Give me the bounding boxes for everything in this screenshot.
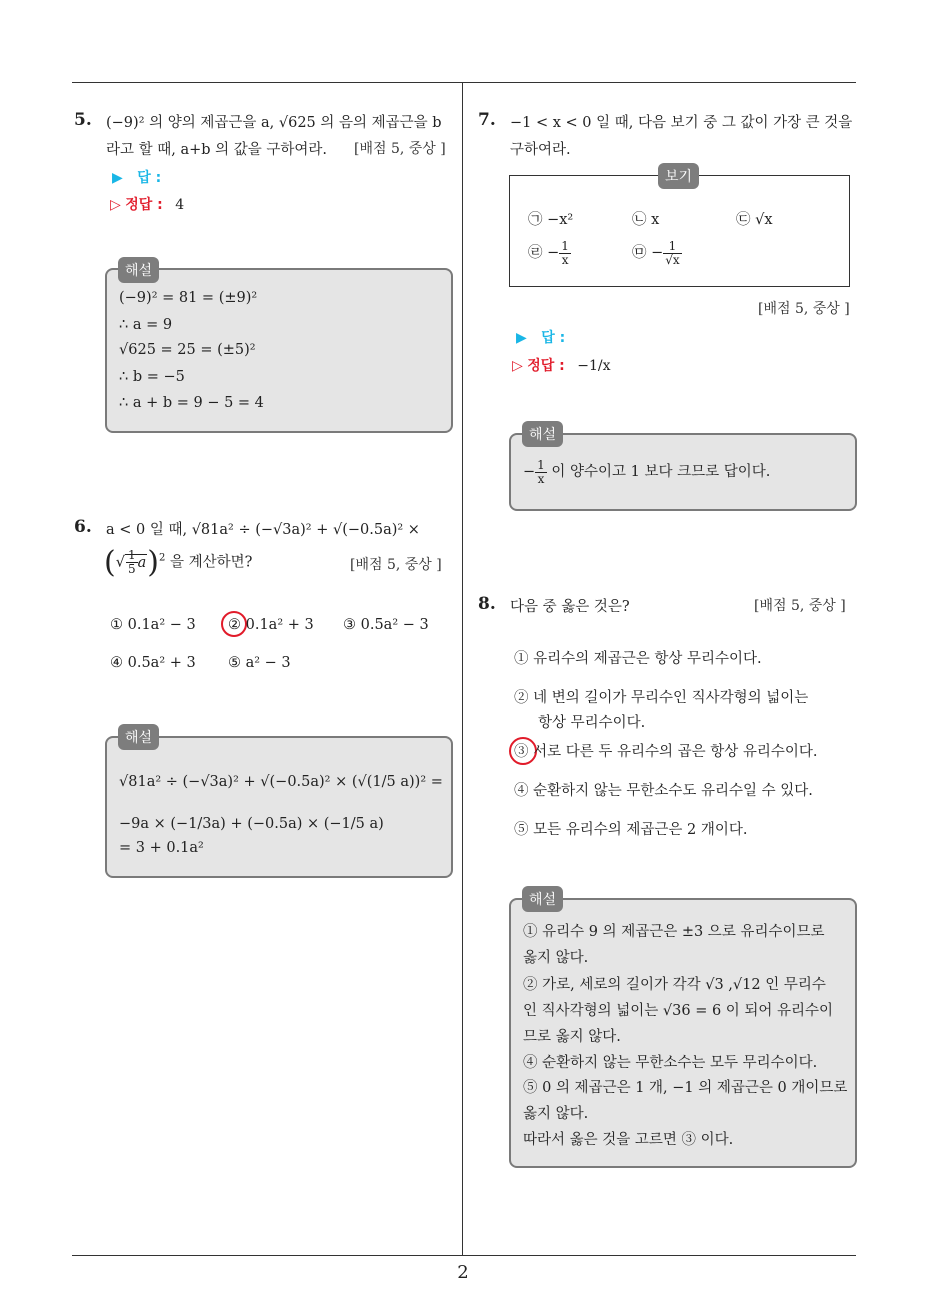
q5-answer-label: 답 : (137, 170, 162, 186)
top-rule (72, 82, 856, 83)
q8-choice-4[interactable]: ④ 순환하지 않는 무한소수도 유리수일 수 있다. (514, 783, 813, 799)
q8-explain-line: 인 직사각형의 넓이는 √36 = 6 이 되어 유리수이 (523, 1003, 834, 1019)
play-outline-icon: ▷ (512, 358, 523, 374)
q5-correct-label: 정답 : (125, 197, 163, 213)
q6-line1: a < 0 일 때, √81a² ÷ (−√3a)² + √(−0.5a)² × (106, 522, 420, 538)
q6-meta: [배점 5, 중상 ] (350, 557, 442, 573)
q5-number: 5. (74, 110, 92, 130)
q5-explain-tag: 해설 (118, 257, 159, 283)
q8-explain-tag: 해설 (522, 886, 563, 912)
q6-choice-1[interactable]: ① 0.1a² − 3 (110, 617, 196, 633)
q5-line1: (−9)² 의 양의 제곱근을 a, √625 의 음의 제곱근을 b (106, 115, 442, 131)
q6-line2-expr: (√ $\frac{1}{5}$ a)$^2$ 을 계산하면? (104, 545, 253, 580)
q7-line2: 구하여라. (510, 142, 571, 158)
play-icon: ▶ (112, 170, 123, 186)
q6-choice-5[interactable]: ⑤ a² − 3 (228, 655, 291, 671)
q5-explain-line: ∴ a + b = 9 − 5 = 4 (119, 395, 264, 411)
q5-explain-line: ∴ a = 9 (119, 317, 173, 333)
q8-number: 8. (478, 594, 496, 614)
q7-bogi-tag: 보기 (658, 163, 699, 189)
q7-explain-tag: 해설 (522, 421, 563, 447)
q8-explain-line: 따라서 옳은 것을 고르면 ③ 이다. (523, 1132, 734, 1148)
column-divider (462, 82, 463, 1255)
play-icon: ▶ (516, 330, 527, 346)
q5-line2: 라고 할 때, a+b 의 값을 구하여라. (106, 142, 328, 158)
q5-correct-value: 4 (175, 197, 185, 213)
q7-correct (512, 355, 610, 375)
q7-correct-value: −1/x (577, 358, 611, 374)
q7-bogi-item-2: ㉡ x (632, 212, 660, 228)
q8-explain-line: ① 유리수 9 의 제곱근은 ±3 으로 유리수이므로 (523, 924, 825, 940)
q7-answer (516, 327, 565, 347)
q5-explain-line: √625 = 25 = (±5)² (119, 342, 256, 358)
q8-explain-line: 옳지 않다. (523, 950, 589, 966)
q8-choice-2-cont[interactable]: 항상 무리수이다. (538, 715, 646, 731)
q8-line1: 다음 중 옳은 것은? (510, 599, 630, 615)
q6-explain-line: = 3 + 0.1a² (119, 840, 204, 856)
q7-line1: −1 < x < 0 일 때, 다음 보기 중 그 값이 가장 큰 것을 (510, 115, 853, 131)
q6-explain-tag: 해설 (118, 724, 159, 750)
q5-answer (112, 167, 161, 187)
q5-explain-line: (−9)² = 81 = (±9)² (119, 290, 258, 306)
q7-number: 7. (478, 110, 496, 130)
q7-bogi-item-5: ㉤ − $\frac{1}{√x}$ (632, 239, 680, 267)
q8-meta: [배점 5, 중상 ] (754, 598, 846, 614)
q5-explain-box (105, 268, 453, 433)
play-outline-icon: ▷ (110, 197, 121, 213)
q8-explain-line: 옳지 않다. (523, 1106, 589, 1122)
q6-explain-line: √81a² ÷ (−√3a)² + √(−0.5a)² × (√(1/5 a))² = (119, 774, 443, 790)
q8-choice-1[interactable]: ① 유리수의 제곱근은 항상 무리수이다. (514, 651, 762, 667)
q7-bogi-item-3: ㉢ √x (736, 212, 773, 228)
q7-bogi-box (509, 175, 850, 287)
q8-choice-5[interactable]: ⑤ 모든 유리수의 제곱근은 2 개이다. (514, 822, 748, 838)
bottom-rule (72, 1255, 856, 1256)
q6-choice-4[interactable]: ④ 0.5a² + 3 (110, 655, 196, 671)
q8-explain-line: ⑤ 0 의 제곱근은 1 개, −1 의 제곱근은 0 개이므로 (523, 1080, 848, 1096)
q8-explain-line: 므로 옳지 않다. (523, 1029, 621, 1045)
q6-explain-box (105, 736, 453, 878)
q5-correct (110, 194, 184, 214)
q8-explain-box (509, 898, 857, 1168)
q6-line2-text: 을 계산하면? (169, 554, 253, 571)
q6-choice-3[interactable]: ③ 0.5a² − 3 (343, 617, 429, 633)
q7-meta: [배점 5, 중상 ] (758, 301, 850, 317)
q8-explain-line: ② 가로, 세로의 길이가 각각 √3 ,√12 인 무리수 (523, 977, 826, 993)
q8-choice-3[interactable]: ③ 서로 다른 두 유리수의 곱은 항상 유리수이다. (514, 744, 818, 760)
q7-correct-label: 정답 : (527, 358, 565, 374)
q8-explain-line: ④ 순환하지 않는 무한소수는 모두 무리수이다. (523, 1055, 818, 1071)
page-number: 2 (457, 1262, 469, 1283)
q6-explain-line: −9a × (−1/3a) + (−0.5a) × (−1/5 a) (119, 816, 384, 832)
q7-bogi-item-1: ㉠ −x² (528, 212, 574, 228)
q6-number: 6. (74, 517, 92, 537)
q6-choice-2[interactable]: ② 0.1a² + 3 (228, 617, 314, 633)
q5-explain-line: ∴ b = −5 (119, 369, 185, 385)
q8-choice-2[interactable]: ② 네 변의 길이가 무리수인 직사각형의 넓이는 (514, 690, 809, 706)
q7-answer-label: 답 : (541, 330, 566, 346)
q5-meta: [배점 5, 중상 ] (354, 141, 446, 157)
q7-explain-line: − $\frac{1}{x}$ 이 양수이고 1 보다 크므로 답이다. (523, 458, 771, 486)
q7-bogi-item-4: ㉣ − $\frac{1}{x}$ (528, 239, 569, 267)
